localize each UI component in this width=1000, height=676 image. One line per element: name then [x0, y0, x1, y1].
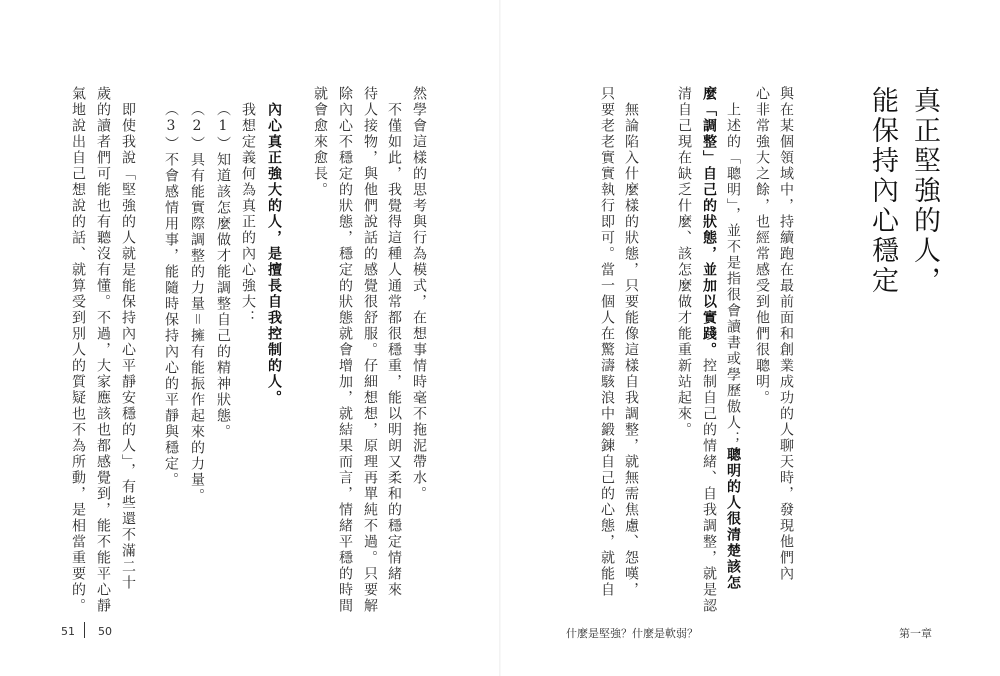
- body-column: 我想定義何為真正的內心強大：: [240, 102, 256, 326]
- page-gutter: [499, 0, 501, 676]
- body-column: 氣地說出自己想說的話、就算受到別人的質疑也不為所動，是相當重要的。: [70, 86, 86, 614]
- chapter-heading-line-2: 能保持內心穩定: [867, 86, 898, 296]
- body-column: 只要老老實實執行即可。當一個人在驚濤駭浪中鍛鍊自己的心態，就能自: [599, 86, 615, 598]
- running-title: 什麼是堅強？什麼是軟弱？: [566, 627, 698, 640]
- body-text: 控制自己的情緒、自我調整，就是認: [701, 358, 717, 614]
- chapter-label: 第一章: [899, 627, 932, 640]
- body-column: 歲的讀者們可能也有聽沒有懂。不過，大家應該也都感覺到，能不能平心靜: [95, 86, 111, 614]
- body-paragraph: [722, 102, 744, 591]
- body-column: 與在某個領域中，持續跑在最前面和創業成功的人聊天時，發現他們內: [778, 86, 794, 582]
- list-item: （1）知道該怎麼做才能調整自己的精神狀態。: [215, 102, 231, 440]
- body-text: 上述的「聰明」，並不是指很會讀書或學歷傲人；: [725, 102, 741, 447]
- list-item: （2）具有能實際調整的力量＝擁有能振作起來的力量。: [189, 102, 205, 504]
- page-number-left: 51: [61, 625, 75, 638]
- page-number-right: 50: [98, 625, 112, 638]
- footer-divider: [84, 622, 85, 638]
- bold-text: 聰明的人很清楚該怎: [725, 447, 741, 591]
- body-column: 然學會這樣的思考與行為模式，在想事情時毫不拖泥帶水。: [411, 86, 427, 502]
- bold-text: 麼「調整」自己的狀態，並加以實踐。: [701, 86, 717, 358]
- body-column: 除內心不穩定的狀態，穩定的狀態就會增加，就結果而言，情緒平穩的時間: [337, 86, 353, 614]
- body-column: 待人接物，與他們說話的感覺很舒服。仔細想想，原理再單純不過。只要解: [362, 86, 378, 614]
- body-paragraph: [698, 86, 720, 614]
- chapter-heading-line-1: 真正堅強的人，: [909, 86, 940, 296]
- body-column: 心非常強大之餘，也經常感受到他們很聰明。: [754, 86, 770, 406]
- body-column: 清自己現在缺乏什麼、該怎麼做才能重新站起來。: [676, 86, 692, 438]
- body-column: 不僅如此，我覺得這種人通常都很穩重，能以明朗又柔和的穩定情緒來: [386, 102, 402, 598]
- body-column: 就會愈來愈長。: [312, 86, 328, 198]
- body-paragraph: [263, 102, 285, 406]
- body-column: 無論陷入什麼樣的狀態，只要能像這樣自我調整，就無需焦慮、怨嘆，: [623, 102, 639, 598]
- body-column: 即使我說「堅強的人就是能保持內心平靜安穩的人」，有些還不滿二十: [120, 102, 136, 591]
- bold-text: 內心真正強大的人，是擅長自我控制的人。: [266, 102, 282, 406]
- list-item: （3）不會感情用事，能隨時保持內心的平靜與穩定。: [163, 102, 179, 488]
